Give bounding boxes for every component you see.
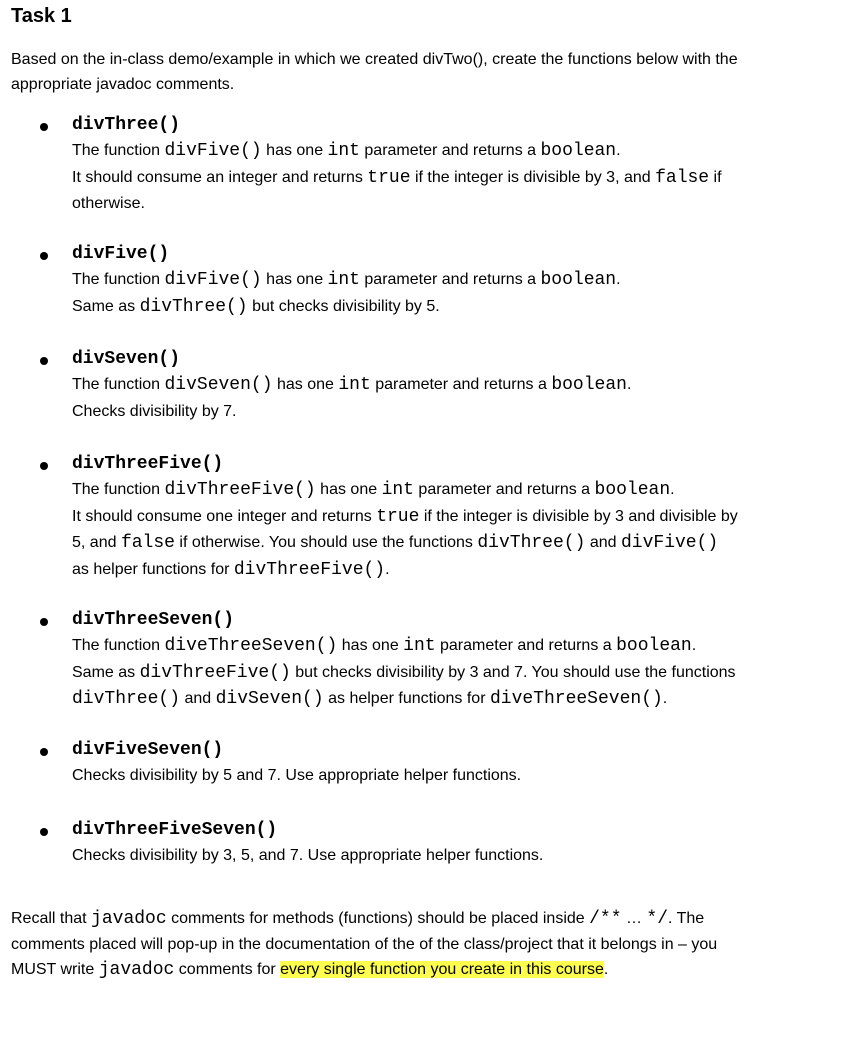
code-token: divThreeFive() xyxy=(139,662,291,683)
description-text: otherwise. xyxy=(72,195,145,212)
outro-text: comments placed will pop-up in the documentation of the of the class/project that it belongs in – you xyxy=(11,936,718,953)
task-body xyxy=(72,451,842,583)
bullet-icon xyxy=(40,618,48,626)
description-text: It should consume an integer and returns xyxy=(72,168,368,186)
code-token: false xyxy=(120,533,175,553)
description-text: . xyxy=(616,142,621,159)
code-token: true xyxy=(367,167,411,188)
intro-line-2: appropriate javadoc comments. xyxy=(11,76,235,93)
description-line xyxy=(72,557,842,584)
description-line xyxy=(72,530,842,557)
code-token: true xyxy=(376,506,420,527)
description-line xyxy=(72,477,842,504)
function-name: divFive() xyxy=(72,244,170,264)
description-text: but checks divisibility by 3 and 7. You should use the functions xyxy=(290,663,736,681)
description-text: has one xyxy=(337,637,404,654)
code-token: divThree() xyxy=(139,296,248,317)
bullet-icon xyxy=(40,123,48,131)
description-text: . xyxy=(691,637,697,654)
bullet-icon xyxy=(40,828,48,836)
code-token: int xyxy=(381,480,414,500)
function-name: divFiveSeven() xyxy=(72,740,224,760)
outro-text: … xyxy=(621,910,647,927)
description-text: as helper functions for xyxy=(323,690,490,707)
description-text: Checks divisibility by 3, 5, and 7. Use appropriate helper functions. xyxy=(72,847,544,864)
description-text: 5, and xyxy=(72,534,121,551)
code-token: boolean xyxy=(594,480,671,500)
description-line xyxy=(72,660,842,687)
code-token: boolean xyxy=(540,141,617,161)
description-text: Same as xyxy=(72,297,140,315)
function-name: divThreeFiveSeven() xyxy=(72,820,278,840)
code-token: false xyxy=(655,167,710,188)
description-line xyxy=(72,191,842,217)
description-text: if otherwise. You should use the functions xyxy=(174,534,478,551)
description-text: but checks divisibility by 5. xyxy=(247,297,440,315)
description-text: if the integer is divisible by 3 and divisible by xyxy=(419,507,738,525)
description-text: . xyxy=(626,376,632,393)
description-line xyxy=(72,504,842,531)
task-body xyxy=(72,112,842,217)
code-token: divFive() xyxy=(164,270,262,290)
description-text: has one xyxy=(315,481,382,498)
bullet-icon xyxy=(40,252,48,260)
description-text: The function xyxy=(72,637,165,654)
page-title: Task 1 xyxy=(11,5,72,27)
code-token: divSeven() xyxy=(215,689,324,709)
description-text: Checks divisibility by 5 and 7. Use appropriate helper functions. xyxy=(72,767,522,784)
description-line xyxy=(72,763,842,789)
code-token: divThreeFive() xyxy=(164,480,316,500)
outro-code-javadoc: javadoc xyxy=(98,960,175,980)
description-text: if xyxy=(709,168,722,186)
description-text: . xyxy=(662,690,668,707)
description-line xyxy=(72,399,842,425)
description-line xyxy=(72,686,842,713)
code-token: int xyxy=(327,141,360,161)
code-token: divThreeFive() xyxy=(233,559,386,580)
code-token: int xyxy=(403,636,436,656)
code-token: diveThreeSeven() xyxy=(489,689,663,709)
description-line xyxy=(72,372,842,399)
description-text: parameter and returns a xyxy=(435,637,617,654)
task-body xyxy=(72,241,842,320)
outro-code-open-comment: /** xyxy=(589,909,622,929)
task-body xyxy=(72,607,842,713)
description-text: parameter and returns a xyxy=(359,271,541,288)
outro-code-close-comment: */ xyxy=(646,909,669,929)
bullet-icon xyxy=(40,462,48,470)
description-text: The function xyxy=(72,376,165,393)
description-text: The function xyxy=(72,481,165,498)
description-text: parameter and returns a xyxy=(359,142,541,159)
intro-paragraph xyxy=(11,47,841,97)
function-name: divThreeFive() xyxy=(72,454,224,474)
outro-text: . xyxy=(603,961,609,978)
description-text: The function xyxy=(72,142,165,159)
description-text: . xyxy=(670,481,675,498)
description-text: Checks divisibility by 7. xyxy=(72,402,237,420)
code-token: divFive() xyxy=(164,141,262,161)
code-token: int xyxy=(327,270,360,290)
description-line xyxy=(72,843,842,869)
description-text: if the integer is divisible by 3, and xyxy=(410,168,656,186)
function-name: divThree() xyxy=(72,115,181,135)
description-text: has one xyxy=(261,271,328,288)
description-text: parameter and returns a xyxy=(370,376,552,393)
description-line xyxy=(72,294,842,321)
bullet-icon xyxy=(40,748,48,756)
code-token: diveThreeSeven() xyxy=(164,636,338,656)
description-text: It should consume one integer and returns xyxy=(72,507,377,525)
task-body xyxy=(72,737,842,789)
task-body xyxy=(72,346,842,424)
function-name: divThreeSeven() xyxy=(72,610,235,630)
code-token: divThree() xyxy=(72,689,181,709)
code-token: boolean xyxy=(616,636,692,656)
description-text: . xyxy=(616,271,621,288)
description-text: The function xyxy=(72,271,165,288)
highlighted-requirement: every single function you create in this course xyxy=(280,961,604,978)
description-text: has one xyxy=(272,376,339,393)
outro-text: MUST write xyxy=(11,961,99,978)
description-text: and xyxy=(585,534,621,551)
outro-text: . The xyxy=(668,910,705,927)
outro-paragraph xyxy=(11,906,846,983)
bullet-icon xyxy=(40,357,48,365)
description-text: parameter and returns a xyxy=(413,481,595,498)
description-text: as helper functions for xyxy=(72,560,234,578)
description-line xyxy=(72,165,842,192)
description-text: . xyxy=(385,560,390,578)
outro-text: comments for methods (functions) should be placed inside xyxy=(166,910,590,927)
function-name: divSeven() xyxy=(72,349,181,369)
description-line xyxy=(72,138,842,165)
code-token: int xyxy=(338,375,371,395)
description-text: and xyxy=(180,690,216,707)
description-line xyxy=(72,267,842,294)
intro-line-1: Based on the in-class demo/example in which we created divTwo(), create the functions below with the xyxy=(11,51,738,68)
description-line xyxy=(72,633,842,660)
description-text: has one xyxy=(261,142,328,159)
outro-code-javadoc: javadoc xyxy=(91,909,167,929)
description-text: Same as xyxy=(72,663,140,681)
code-token: boolean xyxy=(540,270,617,290)
task-body xyxy=(72,817,842,869)
outro-text: Recall that xyxy=(11,910,92,927)
code-token: divThree() xyxy=(477,533,586,553)
code-token: divSeven() xyxy=(164,375,273,395)
outro-text: comments for xyxy=(174,961,281,978)
code-token: boolean xyxy=(551,375,627,395)
code-token: divFive() xyxy=(621,533,719,553)
